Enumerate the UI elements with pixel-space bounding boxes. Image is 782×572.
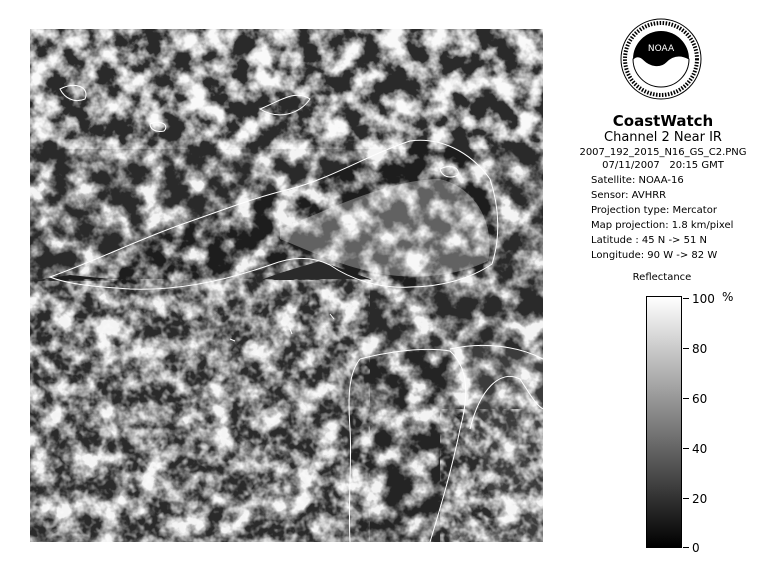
map-projection-label: Map projection: 1.8 km/pixel [591,220,734,231]
noaa-logo [620,18,702,100]
colorbar [646,296,682,548]
logo-text: NOAA [647,44,675,54]
colorbar-tick [683,448,689,449]
colorbar-unit: % [722,290,734,304]
colorbar-tick-label: 20 [692,492,708,506]
colorbar-tick-label: 0 [692,541,700,555]
colorbar-tick-label: 80 [692,342,708,356]
satellite-label: Satellite: NOAA-16 [591,175,684,186]
sensor-label: Sensor: AVHRR [591,190,667,201]
longitude-label: Longitude: 90 W -> 82 W [591,250,718,261]
colorbar-tick [683,398,689,399]
info-panel [566,112,760,263]
time-label: 20:15 GMT [669,160,724,171]
datetime-row [566,159,760,173]
colorbar-tick-label: 40 [692,442,708,456]
colorbar-tick-label: 60 [692,392,708,406]
date-label: 07/11/2007 [602,160,660,171]
projection-type-label: Projection type: Mercator [591,205,717,216]
colorbar-tick-label: 100 [692,292,715,306]
filename-label: 2007_192_2015_N16_GS_C2.PNG [579,147,747,158]
colorbar-tick [683,547,689,548]
satellite-image [30,29,543,542]
latitude-label: Latitude : 45 N -> 51 N [591,235,707,246]
app-title: CoastWatch [612,112,714,130]
colorbar-tick [683,498,689,499]
channel-label: Channel 2 Near IR [604,130,722,145]
colorbar-tick [683,348,689,349]
colorbar-title: Reflectance [632,272,692,283]
colorbar-tick [683,298,689,299]
